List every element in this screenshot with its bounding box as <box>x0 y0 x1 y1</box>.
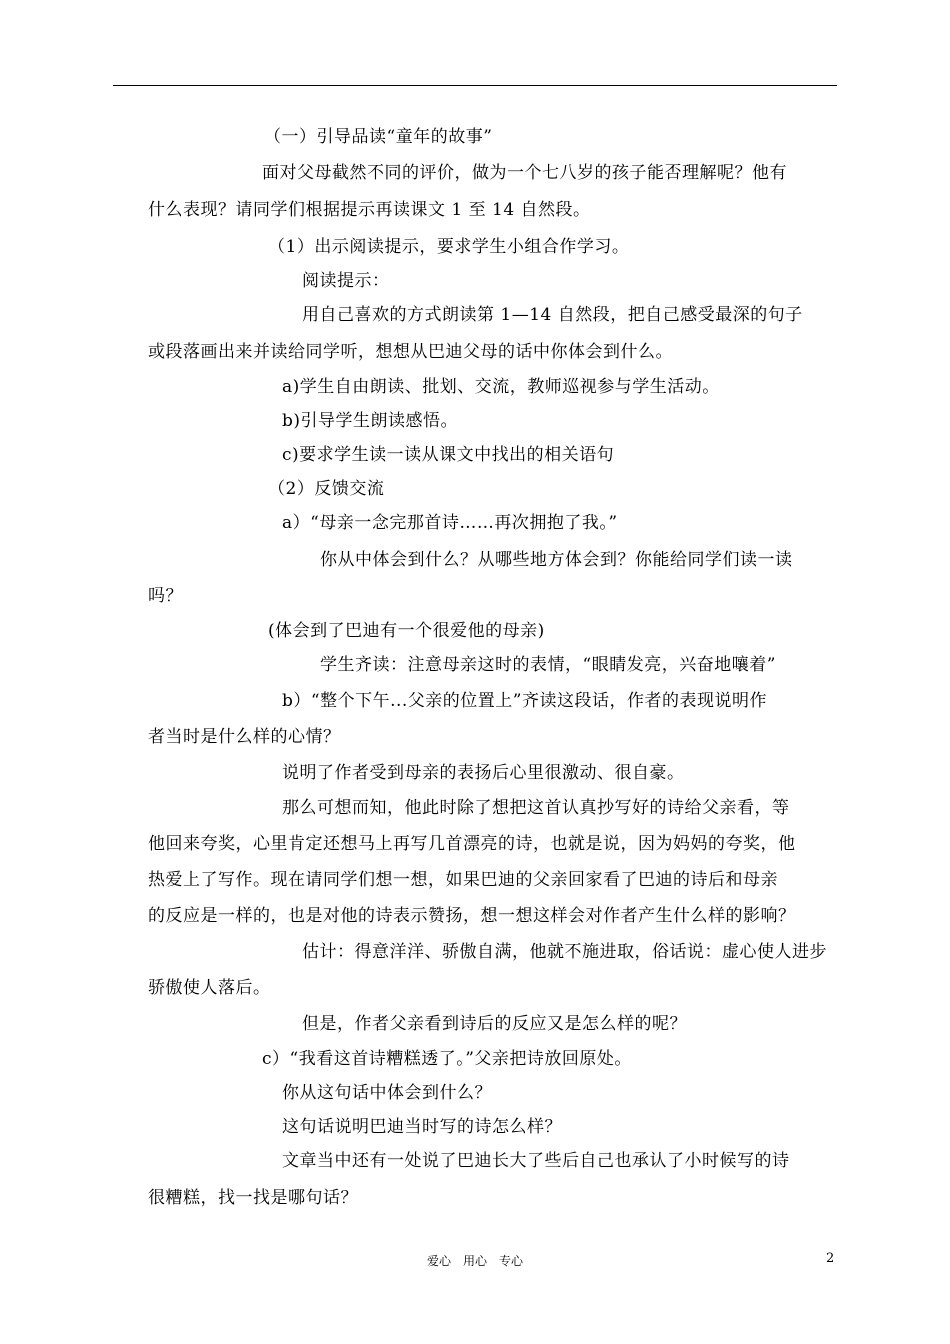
list-item: b)引导学生朗读感悟。 <box>282 411 459 431</box>
paragraph-line: 说明了作者受到母亲的表扬后心里很激动、很自豪。 <box>282 763 685 783</box>
paragraph-line: 你从这句话中体会到什么？ <box>282 1083 492 1103</box>
paragraph-line: 你从中体会到什么？从哪些地方体会到？你能给同学们读一读 <box>320 550 793 570</box>
step-heading: （2）反馈交流 <box>268 479 385 499</box>
paragraph-line: (体会到了巴迪有一个很爱他的母亲) <box>268 621 545 641</box>
paragraph-line: 文章当中还有一处说了巴迪长大了些后自己也承认了小时候写的诗 <box>282 1151 790 1171</box>
section-heading: （一）引导品读“童年的故事” <box>264 127 493 147</box>
paragraph-line: 很糟糕，找一找是哪句话？ <box>148 1188 358 1208</box>
paragraph-line: 他回来夸奖，心里肯定还想马上再写几首漂亮的诗，也就是说，因为妈妈的夸奖，他 <box>148 834 796 854</box>
paragraph-line: 但是，作者父亲看到诗后的反应又是怎么样的呢？ <box>302 1014 687 1034</box>
paragraph-line: 什么表现？请同学们根据提示再读课文 1 至 14 自然段。 <box>148 200 591 220</box>
paragraph-line: 估计：得意洋洋、骄傲自满，他就不施进取，俗话说：虚心使人进步 <box>302 942 827 962</box>
paragraph-line: 那么可想而知，他此时除了想把这首认真抄写好的诗给父亲看，等 <box>282 798 790 818</box>
page-number: 2 <box>826 1251 835 1266</box>
paragraph-line: 学生齐读：注意母亲这时的表情，“眼睛发亮，兴奋地嚷着” <box>320 655 776 675</box>
paragraph-line: 者当时是什么样的心情？ <box>148 727 341 747</box>
paragraph-line: 这句话说明巴迪当时写的诗怎么样？ <box>282 1117 562 1137</box>
list-item: a)学生自由朗读、批划、交流，教师巡视参与学生活动。 <box>282 377 720 397</box>
header-rule <box>113 85 837 86</box>
paragraph-line: 的反应是一样的，也是对他的诗表示赞扬，想一想这样会对作者产生什么样的影响？ <box>148 906 796 926</box>
paragraph-line: 面对父母截然不同的评价，做为一个七八岁的孩子能否理解呢？他有 <box>262 163 787 183</box>
paragraph-line: 阅读提示： <box>302 271 390 291</box>
paragraph-line: 吗？ <box>148 586 183 606</box>
list-item: c)要求学生读一读从课文中找出的相关语句 <box>282 445 615 465</box>
list-item: c）“我看这首诗糟糕透了。”父亲把诗放回原处。 <box>262 1049 632 1069</box>
paragraph-line: 骄傲使人落后。 <box>148 978 271 998</box>
paragraph-line: 热爱上了写作。现在请同学们想一想，如果巴迪的父亲回家看了巴迪的诗后和母亲 <box>148 870 778 890</box>
paragraph-line: 用自己喜欢的方式朗读第 1—14 自然段，把自己感受最深的句子 <box>302 305 803 325</box>
page-footer: 爱心 用心 专心 <box>426 1254 523 1268</box>
step-heading: （1）出示阅读提示，要求学生小组合作学习。 <box>268 237 630 257</box>
paragraph-line: 或段落画出来并读给同学听，想想从巴迪父母的话中你体会到什么。 <box>148 342 673 362</box>
list-item: a）“母亲一念完那首诗……再次拥抱了我。” <box>282 513 618 533</box>
list-item: b）“整个下午...父亲的位置上”齐读这段话，作者的表现说明作 <box>282 691 767 711</box>
